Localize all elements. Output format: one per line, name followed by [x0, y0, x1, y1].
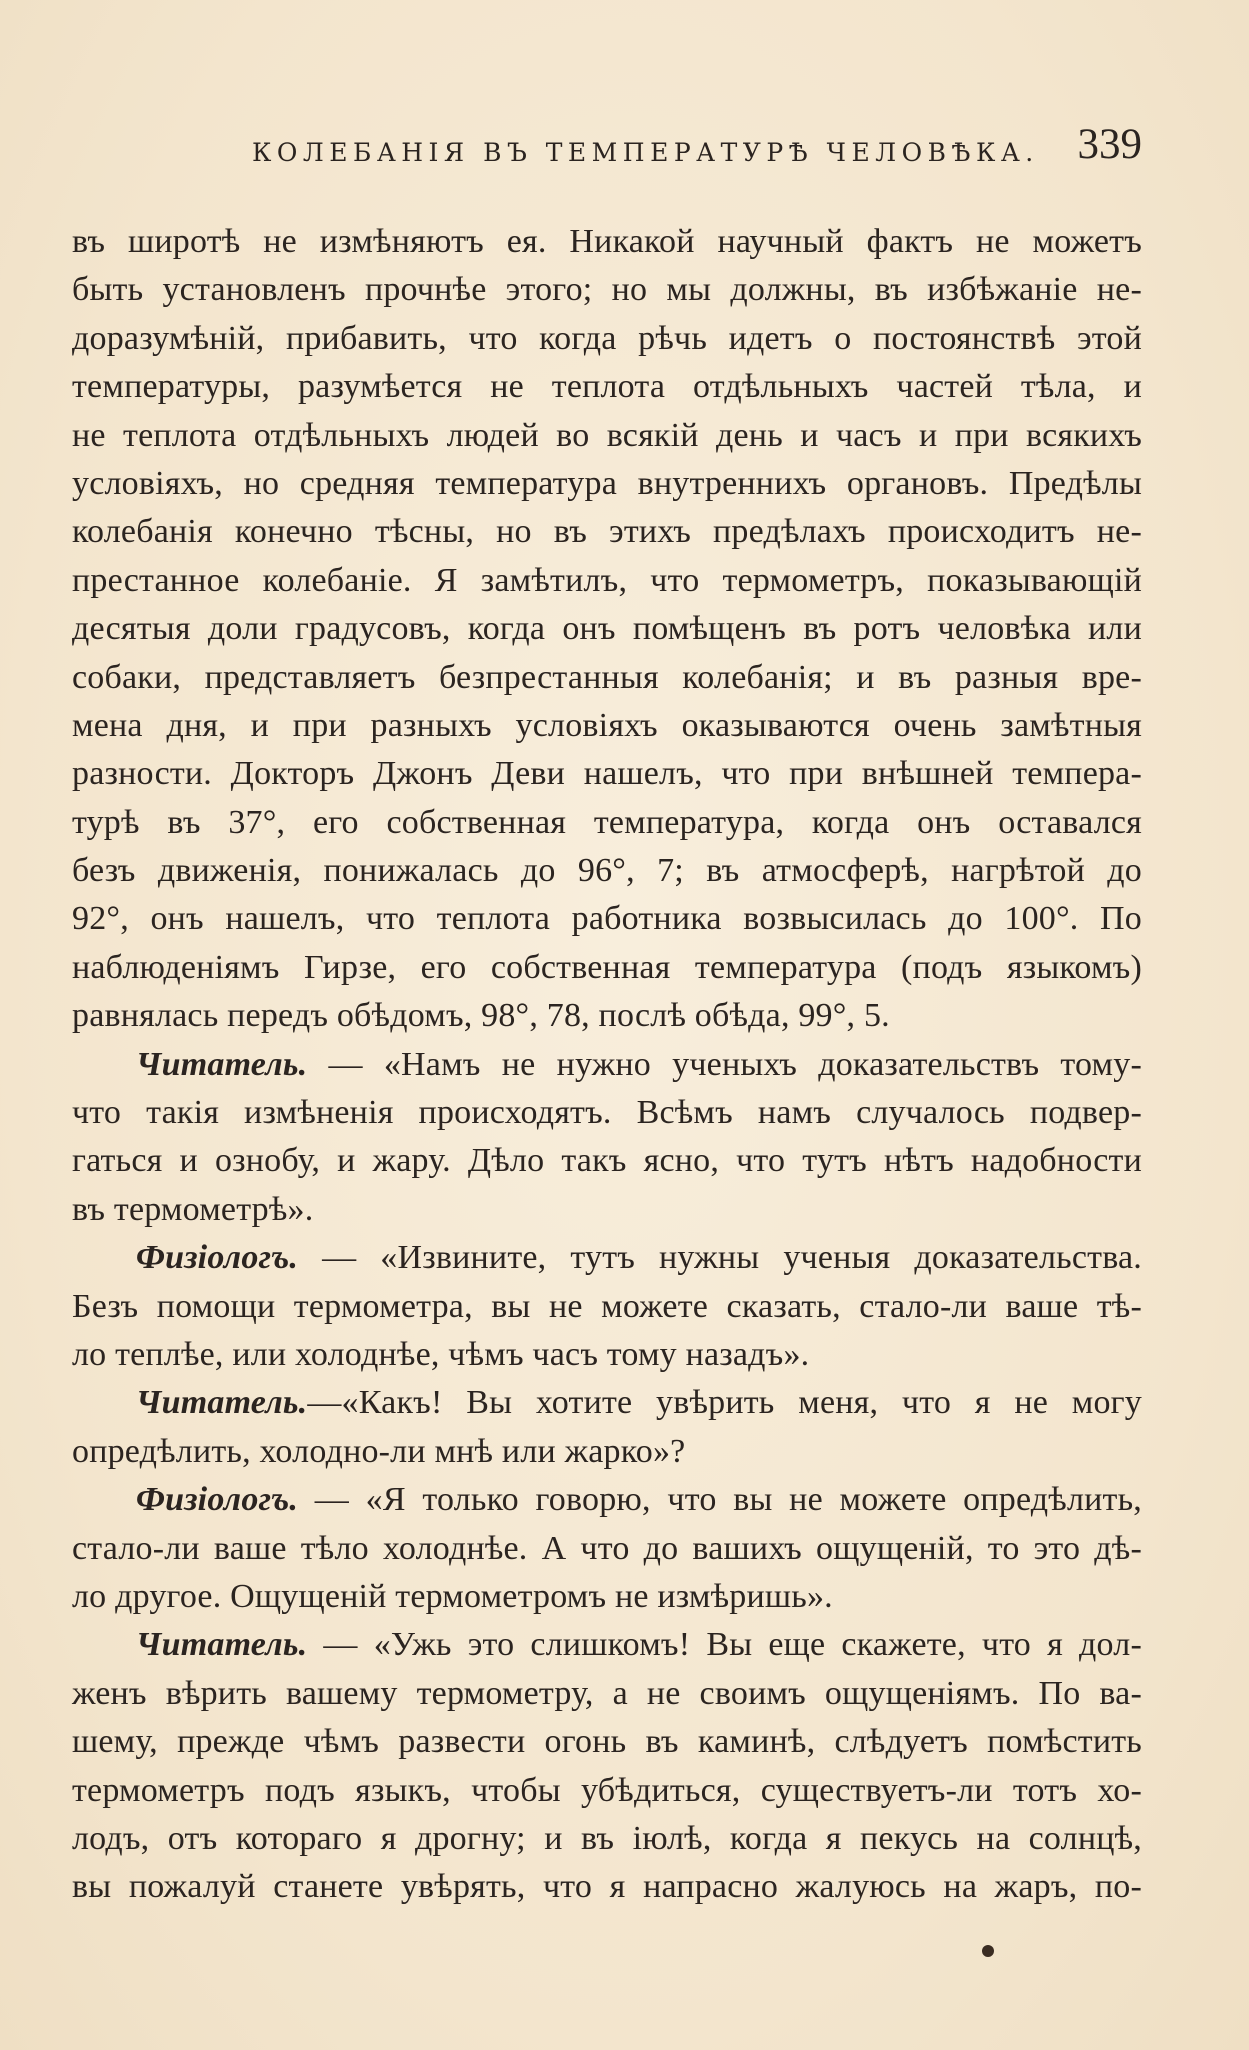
text-line	[72, 1670, 1142, 1718]
text-line	[72, 508, 1142, 556]
speaker-name: Читатель.	[136, 1045, 308, 1083]
text-line	[72, 847, 1142, 895]
page-number: 339	[1077, 121, 1142, 168]
text-line	[72, 799, 1142, 847]
text-line	[72, 992, 1142, 1040]
line-text: — «Я только говорю, что вы не можете опредѣлить,	[298, 1481, 1142, 1519]
line-text: условіяхъ, но средняя температура внутреннихъ органовъ. Предѣлы	[72, 464, 1142, 502]
line-text: температуры, разумѣется не теплота отдѣльныхъ частей тѣла, и	[72, 368, 1142, 406]
dialogue-line	[72, 1234, 1142, 1282]
text-line	[72, 605, 1142, 653]
text-line	[72, 412, 1142, 460]
text-line	[72, 315, 1142, 363]
text-line	[72, 654, 1142, 702]
text-line	[72, 944, 1142, 992]
text-line	[72, 1815, 1142, 1863]
text-line	[72, 1863, 1142, 1911]
text-line	[72, 1573, 1142, 1621]
text-line	[72, 363, 1142, 411]
line-text: что такія измѣненія происходятъ. Всѣмъ намъ случалось подвер-	[72, 1094, 1142, 1132]
line-text: ло другое. Ощущеній термометромъ не измѣришь».	[72, 1577, 833, 1615]
text-line	[72, 750, 1142, 798]
line-text: въ термометрѣ».	[72, 1190, 314, 1228]
text-line	[72, 1137, 1142, 1185]
text-line	[72, 1718, 1142, 1766]
line-text: Безъ помощи термометра, вы не можете сказать, стало-ли ваше тѣ-	[72, 1287, 1142, 1325]
line-text: ло теплѣе, или холоднѣе, чѣмъ часъ тому назадъ».	[72, 1335, 810, 1373]
text-line	[72, 1283, 1142, 1331]
line-text: шему, прежде чѣмъ развести огонь въ каминѣ, слѣдуетъ помѣстить	[72, 1723, 1142, 1761]
body-text	[72, 218, 1142, 1912]
speaker-name: Физіологъ.	[136, 1481, 299, 1519]
line-text: не теплота отдѣльныхъ людей во всякій день и часъ и при всякихъ	[72, 416, 1142, 454]
line-text: лодъ, отъ котораго я дрогну; и въ іюлѣ, когда я пекусь на солнцѣ,	[72, 1819, 1142, 1857]
line-text: быть установленъ прочнѣе этого; но мы должны, въ избѣжаніе не-	[72, 271, 1142, 309]
line-text: колебанія конечно тѣсны, но въ этихъ предѣлахъ происходитъ не-	[72, 513, 1142, 551]
line-text: наблюденіямъ Гирзе, его собственная температура (подъ языкомъ)	[72, 948, 1142, 986]
line-text: десятыя доли градусовъ, когда онъ помѣщенъ въ ротъ человѣка или	[72, 610, 1142, 648]
speaker-name: Читатель.	[136, 1384, 308, 1422]
text-line	[72, 557, 1142, 605]
text-line	[72, 218, 1142, 266]
text-line	[72, 1089, 1142, 1137]
text-line	[72, 460, 1142, 508]
line-text: термометръ подъ языкъ, чтобы убѣдиться, существуетъ-ли тотъ хо-	[72, 1771, 1142, 1809]
text-line	[72, 266, 1142, 314]
text-line	[72, 702, 1142, 750]
line-text: женъ вѣрить вашему термометру, а не своимъ ощущеніямъ. По ва-	[72, 1674, 1142, 1712]
dialogue-line	[72, 1621, 1142, 1669]
text-line	[72, 1767, 1142, 1815]
printer-mark-dot	[982, 1945, 994, 1957]
dialogue-line	[72, 1379, 1142, 1427]
page-header	[72, 120, 1142, 170]
line-text: престанное колебаніе. Я замѣтилъ, что термометръ, показывающій	[72, 561, 1142, 599]
text-line	[72, 1186, 1142, 1234]
line-text: — «Ужь это слишкомъ! Вы еще скажете, что я дол-	[307, 1626, 1142, 1664]
line-text: — «Извините, тутъ нужны ученыя доказательства.	[298, 1239, 1142, 1277]
line-text: доразумѣній, прибавить, что когда рѣчь идетъ о постоянствѣ этой	[72, 319, 1142, 357]
text-line	[72, 1331, 1142, 1379]
line-text: равнялась передъ обѣдомъ, 98°, 78, послѣ обѣда, 99°, 5.	[72, 997, 890, 1035]
line-text: турѣ въ 37°, его собственная температура, когда онъ оставался	[72, 803, 1142, 841]
speaker-name: Физіологъ.	[136, 1239, 299, 1277]
line-text: разности. Докторъ Джонъ Деви нашелъ, что при внѣшней темпера-	[72, 755, 1142, 793]
line-text: безъ движенія, понижалась до 96°, 7; въ атмосферѣ, нагрѣтой до	[72, 852, 1142, 890]
text-line	[72, 895, 1142, 943]
line-text: собаки, представляетъ безпрестанныя колебанія; и въ разныя вре-	[72, 658, 1142, 696]
dialogue-line	[72, 1476, 1142, 1524]
line-text: опредѣлить, холодно-ли мнѣ или жарко»?	[72, 1432, 686, 1470]
line-text: въ широтѣ не измѣняютъ ея. Никакой научный фактъ не можетъ	[72, 223, 1142, 260]
line-text: вы пожалуй станете увѣрять, что я напрасно жалуюсь на жаръ, по-	[72, 1868, 1142, 1906]
line-text: мена дня, и при разныхъ условіяхъ оказываются очень замѣтныя	[72, 706, 1142, 744]
line-text: — «Намъ не нужно ученыхъ доказательствъ тому-	[307, 1045, 1142, 1083]
line-text: 92°, онъ нашелъ, что теплота работника возвысилась до 100°. По	[72, 900, 1142, 938]
line-text: стало-ли ваше тѣло холоднѣе. А что до вашихъ ощущеній, то это дѣ-	[72, 1529, 1142, 1567]
text-line	[72, 1525, 1142, 1573]
speaker-name: Читатель.	[136, 1626, 308, 1664]
line-text: —«Какъ! Вы хотите увѣрить меня, что я не могу	[307, 1384, 1142, 1422]
dialogue-line	[72, 1041, 1142, 1089]
running-head: КОЛЕБАНІЯ ВЪ ТЕМПЕРАТУРѢ ЧЕЛОВѢКА.	[252, 138, 1039, 167]
line-text: гаться и ознобу, и жару. Дѣло такъ ясно, что тутъ нѣтъ надобности	[72, 1142, 1142, 1180]
text-line	[72, 1428, 1142, 1476]
